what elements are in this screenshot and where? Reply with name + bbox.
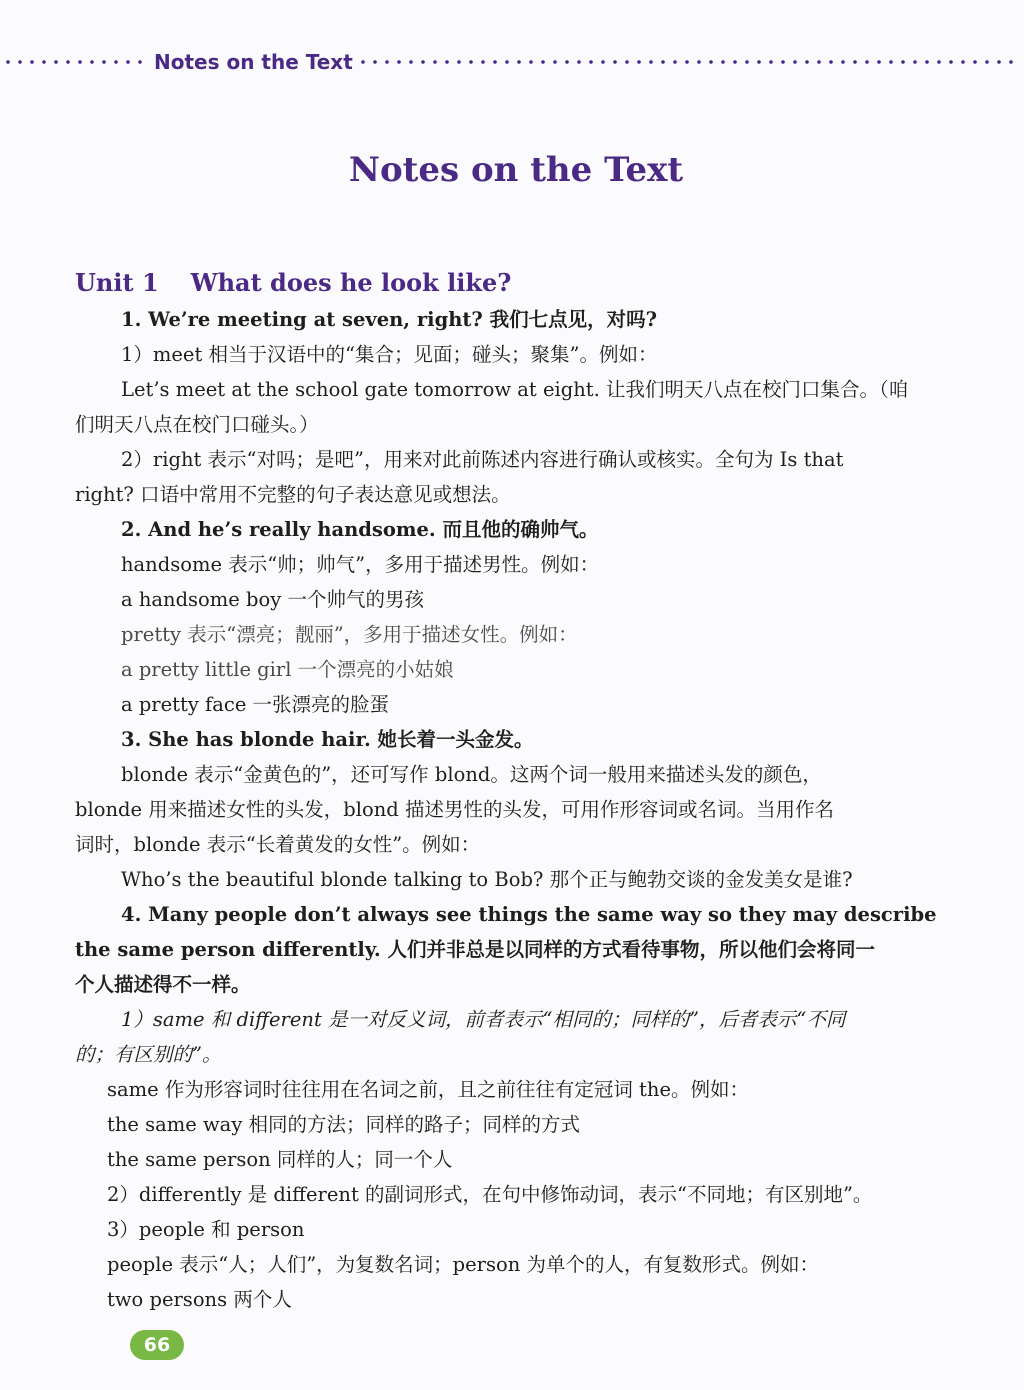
note-4-point-1-cont: 的；有区别的”。: [75, 1043, 222, 1066]
note-2-text: handsome 表示“帅；帅气”，多用于描述男性。例如：: [121, 553, 600, 576]
note-2-example-3: a pretty face 一张漂亮的脸蛋: [121, 693, 390, 716]
note-4-point-3: 3）people 和 person: [107, 1218, 305, 1241]
note-4-example-1: the same way 相同的方法；同样的路子；同样的方式: [107, 1113, 581, 1136]
note-4-point-1: 1）same 和 different 是一对反义词，前者表示“相同的；同样的”，后者表示“不同: [121, 1008, 846, 1031]
note-4-heading: 4. Many people don’t always see things the same way so they may describe: [121, 903, 937, 926]
note-4-point-2: 2）differently 是 different 的副词形式，在句中修饰动词，表示“不同地；有区别地”。: [107, 1183, 873, 1206]
note-2-heading: 2. And he’s really handsome. 而且他的确帅气。: [121, 518, 599, 541]
note-2-example: a handsome boy 一个帅气的男孩: [121, 588, 424, 611]
unit-heading: [75, 264, 955, 302]
note-4-same-usage: same 作为形容词时往往用在名词之前，且之前往往有定冠词 the。例如：: [107, 1078, 749, 1101]
note-4-example-3: two persons 两个人: [107, 1288, 292, 1311]
note-2-text-2: pretty 表示“漂亮；靓丽”，多用于描述女性。例如：: [121, 623, 578, 646]
note-1-point-2: 2）right 表示“对吗；是吧”，用来对此前陈述内容进行确认或核实。全句为 Is that: [121, 448, 844, 471]
note-3-text: blonde 表示“金黄色的”，还可写作 blond。这两个词一般用来描述头发的颜色，: [121, 763, 822, 786]
running-header: [0, 44, 1024, 80]
page-number-badge: [130, 1330, 184, 1360]
note-2-example-2: a pretty little girl 一个漂亮的小姑娘: [121, 658, 454, 681]
note-3-example: Who’s the beautiful blonde talking to Bob? 那个正与鲍勃交谈的金发美女是谁?: [121, 868, 853, 891]
note-1-point-1: 1）meet 相当于汉语中的“集合；见面；碰头；聚集”。例如：: [121, 343, 658, 366]
note-1-example-cont: 们明天八点在校门口碰头。）: [75, 413, 319, 436]
note-4-heading-cont-2: 个人描述得不一样。: [75, 973, 251, 996]
running-header-label: Notes on the Text: [154, 50, 353, 74]
note-1-point-2-cont: right? 口语中常用不完整的句子表达意见或想法。: [75, 483, 511, 506]
note-4-example-2: the same person 同样的人；同一个人: [107, 1148, 453, 1171]
note-3-heading: 3. She has blonde hair. 她长着一头金发。: [121, 728, 534, 751]
header-dots-left: [2, 59, 150, 65]
header-dots-right: [357, 59, 1014, 65]
note-4-heading-cont: the same person differently. 人们并非总是以同样的方式看待事物，所以他们会将同一: [75, 938, 875, 961]
note-1-heading: 1. We’re meeting at seven, right? 我们七点见，对吗?: [121, 308, 658, 331]
unit-title: What does he look like?: [190, 268, 512, 297]
page-title: Notes on the Text: [348, 150, 684, 190]
note-4-people-usage: people 表示“人；人们”，为复数名词；person 为单个的人，有复数形式。例如：: [107, 1253, 820, 1276]
note-1-example: Let’s meet at the school gate tomorrow at eight. 让我们明天八点在校门口集合。（咱: [121, 378, 909, 401]
unit-number: Unit 1: [75, 268, 159, 297]
note-3-text-cont: blonde 用来描述女性的头发，blond 描述男性的头发，可用作形容词或名词。当用作名: [75, 798, 834, 821]
page-number: 66: [143, 1334, 171, 1356]
note-3-text-cont-2: 词时，blonde 表示“长着黄发的女性”。例如：: [75, 833, 481, 856]
notes-content: [75, 264, 955, 1317]
